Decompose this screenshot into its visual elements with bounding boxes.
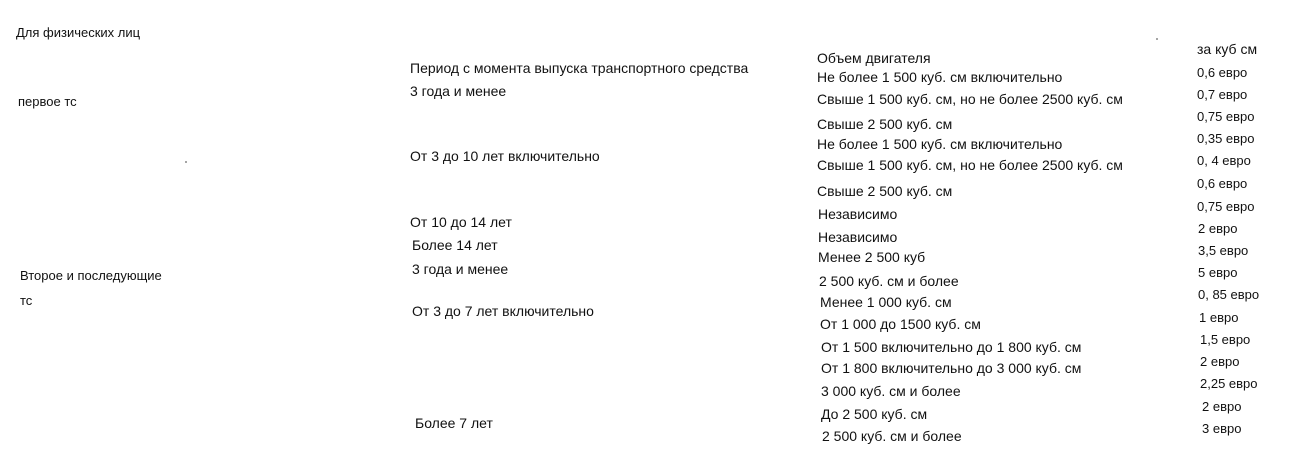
rate-value: 0,7 евро: [1197, 87, 1248, 102]
engine-header: Объем двигателя: [817, 50, 931, 66]
engine-row: 2 500 куб. см и более: [819, 273, 959, 289]
rate-value: 3,5 евро: [1198, 243, 1249, 258]
engine-row: Независимо: [818, 206, 898, 222]
engine-row: До 2 500 куб. см: [821, 406, 928, 422]
engine-row: От 1 800 включительно до 3 000 куб. см: [821, 360, 1082, 376]
rate-value: 0, 4 евро: [1197, 153, 1251, 168]
engine-row: Свыше 2 500 куб. см: [817, 183, 953, 199]
engine-row: От 1 500 включительно до 1 800 куб. см: [821, 339, 1082, 355]
rate-header: за куб см: [1197, 41, 1258, 57]
engine-row: Свыше 1 500 куб. см, но не более 2500 куб. см: [817, 91, 1123, 107]
second-vehicle-label: Второе и последующие: [20, 268, 162, 283]
period-item: От 3 до 7 лет включительно: [412, 303, 594, 319]
period-item: От 3 до 10 лет включительно: [410, 148, 600, 164]
rate-value: 2 евро: [1202, 399, 1242, 414]
period-item: 3 года и менее: [410, 83, 507, 99]
engine-row: Независимо: [818, 229, 898, 245]
engine-row: 2 500 куб. см и более: [822, 428, 962, 444]
second-vehicle-label-cont: тс: [20, 293, 33, 308]
rate-value: 5 евро: [1198, 265, 1238, 280]
engine-row: Менее 2 500 куб: [818, 249, 926, 265]
rate-value: 2 евро: [1198, 221, 1238, 236]
rate-value: 2,25 евро: [1200, 376, 1258, 391]
engine-row: От 1 000 до 1500 куб. см: [820, 316, 981, 332]
scan-speck: [185, 161, 187, 163]
period-header: Период с момента выпуска транспортного средства: [410, 60, 749, 76]
scan-speck: [1156, 38, 1158, 40]
first-vehicle-label: первое тс: [18, 94, 77, 109]
engine-row: Менее 1 000 куб. см: [820, 294, 952, 310]
rate-value: 1,5 евро: [1200, 332, 1251, 347]
rate-value: 0,35 евро: [1197, 131, 1255, 146]
period-item: Более 14 лет: [412, 237, 498, 253]
period-item: 3 года и менее: [412, 261, 509, 277]
rate-value: 3 евро: [1202, 421, 1242, 436]
engine-row: 3 000 куб. см и более: [821, 383, 961, 399]
rate-value: 0,75 евро: [1197, 109, 1255, 124]
engine-row: Свыше 1 500 куб. см, но не более 2500 куб. см: [817, 157, 1123, 173]
rate-value: 0,75 евро: [1197, 199, 1255, 214]
rate-value: 2 евро: [1200, 354, 1240, 369]
category-title: Для физических лиц: [16, 25, 141, 40]
rate-value: 1 евро: [1199, 310, 1239, 325]
engine-row: Не более 1 500 куб. см включительно: [817, 136, 1063, 152]
rate-value: 0,6 евро: [1197, 65, 1248, 80]
engine-row: Свыше 2 500 куб. см: [817, 116, 953, 132]
period-item: От 10 до 14 лет: [410, 214, 512, 230]
engine-row: Не более 1 500 куб. см включительно: [817, 69, 1063, 85]
rate-value: 0, 85 евро: [1198, 287, 1260, 302]
rate-value: 0,6 евро: [1197, 176, 1248, 191]
period-item: Более 7 лет: [415, 415, 493, 431]
